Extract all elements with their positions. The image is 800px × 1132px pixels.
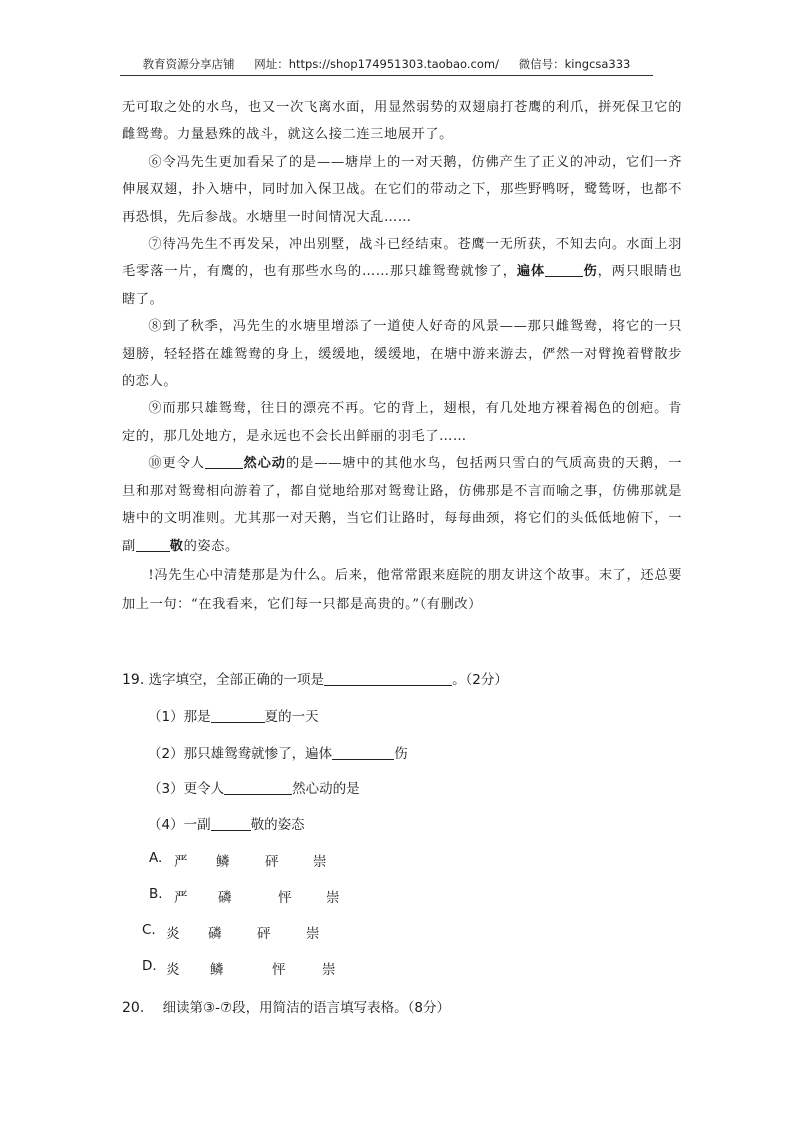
question-19-stem: 19. 选字填空，全部正确的一项是 。（2分） bbox=[122, 672, 508, 688]
option-char: 鳞 bbox=[216, 854, 230, 870]
paragraph-11: !冯先生心中清楚那是为什么。后来，他常常跟来庭院的朋友讲这个故事。末了，还总要加上一句：“在我看来，它们每一只都是高贵的。”（有删改） bbox=[122, 567, 682, 612]
paragraph-7: ⑦待冯先生不再发呆，冲出别墅，战斗已经结束。苍鹰一无所获，不知去向。水面上羽毛零落一片，有鹰的，也有那些水鸟的……那只雄鸳鸯就惨了，遍体 伤，两只眼睛也瞎了。 bbox=[122, 237, 682, 307]
option-char: 炎 bbox=[166, 962, 180, 978]
reading-passage bbox=[122, 94, 682, 619]
paragraph-6: ⑥令冯先生更加看呆了的是——塘岸上的一对天鹅，仿佛产生了正义的冲动，它们一齐伸展双翅，扑入塘中，同时加入保卫战。在它们的带动之下，那些野鸭呀，鹭鸶呀，也都不再恐惧，先后参战。水塘里一时间情况大乱…… bbox=[122, 154, 682, 225]
fill-blank bbox=[136, 537, 170, 552]
option-char: 崇 bbox=[306, 926, 320, 942]
option-char: 严 bbox=[174, 890, 188, 906]
option-char: 砰 bbox=[257, 926, 271, 942]
paragraph-9: ⑨而那只雄鸳鸯，往日的漂亮不再。它的背上，翅根，有几处地方裸着褐色的创疤。肯定的，那几处地方，是永远也不会长出鲜丽的羽毛了…… bbox=[122, 401, 682, 444]
q19-item-1: （1）那是 夏的一天 bbox=[148, 709, 319, 725]
q19-item-2: （2）那只雄鸳鸯就惨了，遍体 伤 bbox=[148, 746, 408, 762]
option-char: 崇 bbox=[313, 854, 327, 870]
option-char: 崇 bbox=[326, 890, 340, 906]
bold-word-4: 敬 bbox=[169, 538, 184, 554]
fill-blank bbox=[545, 262, 583, 277]
option-label: C. bbox=[142, 922, 156, 938]
wechat-id: 微信号：kingcsa333 bbox=[518, 57, 631, 71]
option-char: 崇 bbox=[322, 962, 336, 978]
option-label: D. bbox=[142, 958, 157, 974]
q19-item-4: （4）一副 敬的姿态 bbox=[148, 817, 305, 833]
paragraph-10: ⑩更令人 然心动的是——塘中的其他水鸟，包括两只雪白的气质高贵的天鹅，一旦和那对鸳鸯相向游着了，都自觉地给那对鸳鸯让路，仿佛那是不言而喻之事，仿佛那就是塘中的文明准则。尤其那一对天鹅，当它们让路时，每每曲颈，将它们的头低低地俯下，一副 敬的姿态。 bbox=[122, 456, 682, 554]
shop-url[interactable]: 网址：https://shop174951303.taobao.com/ bbox=[254, 57, 499, 71]
page-header bbox=[120, 56, 653, 74]
q19-item-3: （3）更令人 然心动的是 bbox=[148, 781, 360, 797]
header-divider bbox=[120, 75, 653, 76]
question-number: 19. bbox=[122, 672, 145, 688]
option-char: 怦 bbox=[272, 962, 286, 978]
option-char: 磷 bbox=[218, 890, 232, 906]
paragraph-5-end: 无可取之处的水鸟，也又一次飞离水面，用显然弱势的双翅扇打苍鹰的利爪，拼死保卫它的雌鸳鸯。力量悬殊的战斗，就这么接二连三地展开了。 bbox=[122, 100, 682, 143]
bold-word-3: 然心动 bbox=[243, 456, 286, 472]
option-char: 炎 bbox=[166, 926, 180, 942]
fill-blank bbox=[205, 454, 243, 469]
option-char: 砰 bbox=[265, 854, 279, 870]
answer-blank[interactable] bbox=[332, 745, 394, 760]
answer-blank[interactable] bbox=[211, 816, 251, 831]
option-char: 严 bbox=[174, 854, 188, 870]
question-number: 20. bbox=[122, 1000, 145, 1016]
option-label: B. bbox=[149, 886, 163, 902]
shop-name: 教育资源分享店铺 bbox=[142, 57, 235, 71]
option-label: A. bbox=[149, 850, 163, 866]
answer-blank[interactable] bbox=[224, 780, 292, 795]
bold-word-1: 遍体 bbox=[516, 264, 546, 280]
option-char: 鳞 bbox=[210, 962, 224, 978]
option-char: 怦 bbox=[278, 890, 292, 906]
paragraph-8: ⑧到了秋季，冯先生的水塘里增添了一道使人好奇的风景——那只雌鸳鸯，将它的一只翅膀，轻轻搭在雄鸳鸯的身上，缓缓地，缓缓地，在塘中游来游去，俨然一对臂挽着臂散步的恋人。 bbox=[122, 319, 682, 390]
answer-blank[interactable] bbox=[211, 708, 265, 723]
answer-blank[interactable] bbox=[324, 671, 452, 686]
option-char: 磷 bbox=[208, 926, 222, 942]
question-20: 20. 细读第③-⑦段，用简洁的语言填写表格。（8分） bbox=[122, 1000, 450, 1016]
bold-word-2: 伤 bbox=[583, 264, 598, 280]
